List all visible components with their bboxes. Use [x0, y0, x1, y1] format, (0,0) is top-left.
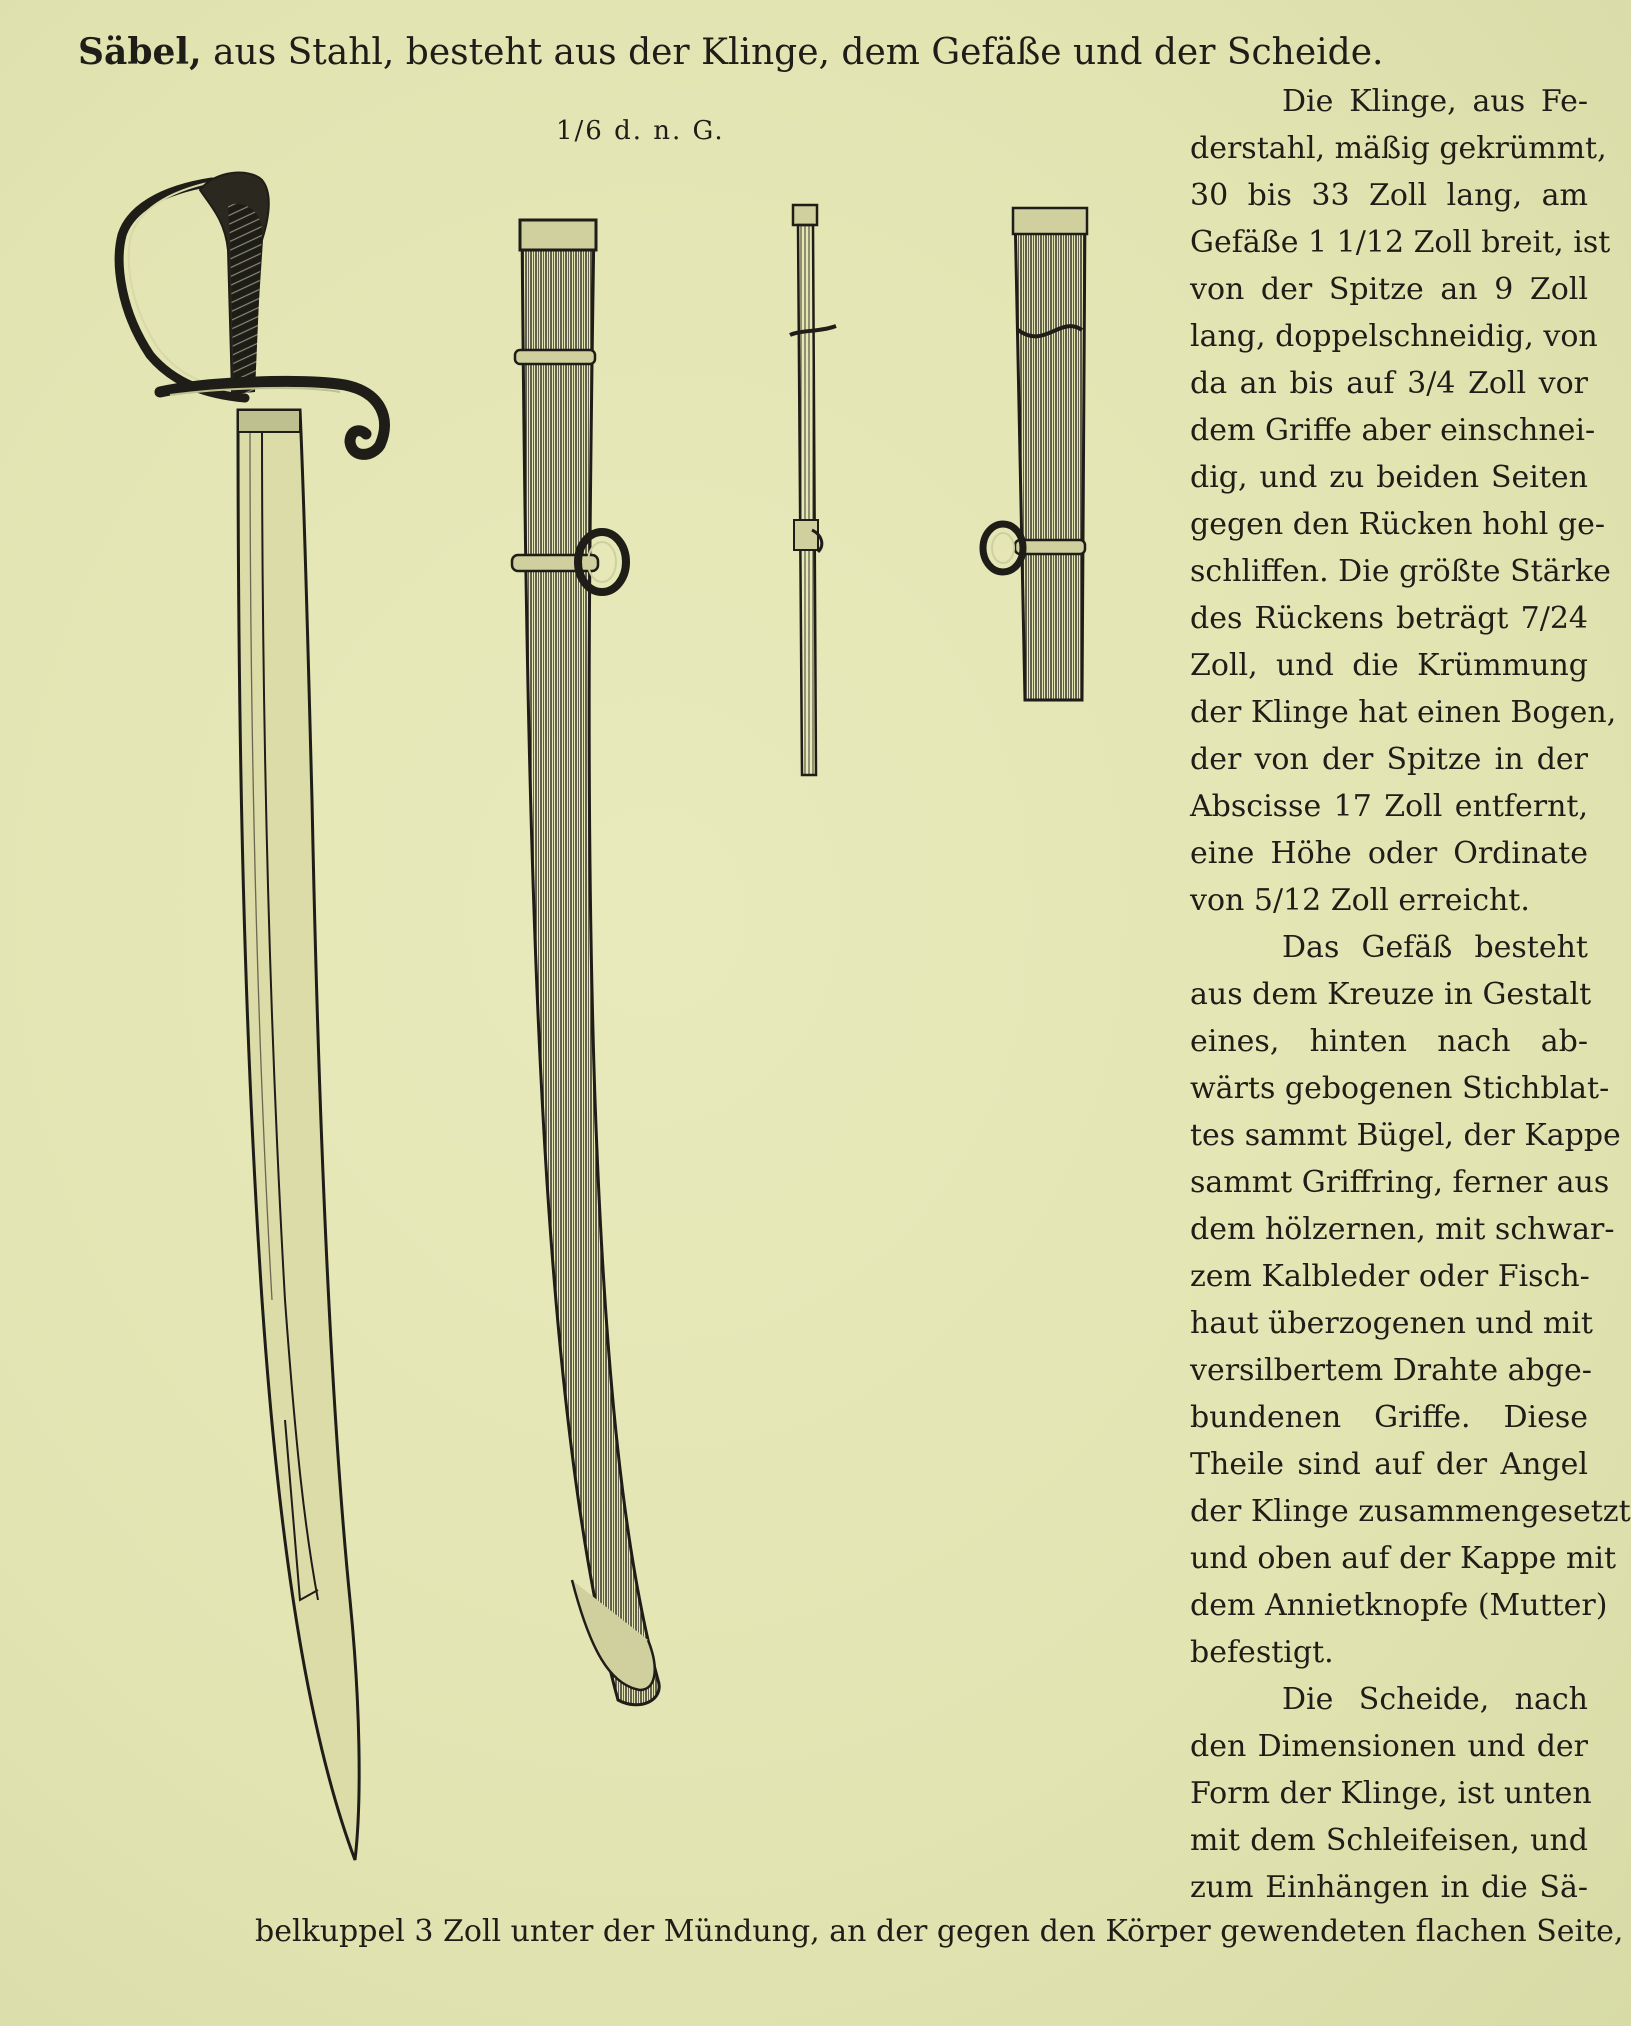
- text-line: dig, und zu beiden Seiten: [1190, 460, 1588, 495]
- text-column: [1190, 78, 1631, 1911]
- text-line: derstahl, mäßig gekrümmt,: [1190, 131, 1607, 166]
- scale-label: 1/6 d. n. G.: [556, 116, 725, 146]
- text-line: Abscisse 17 Zoll entfernt,: [1190, 789, 1588, 824]
- heading-term: Säbel,: [78, 31, 202, 73]
- paragraph-scheide: [1190, 1676, 1592, 1911]
- text-line: und oben auf der Kappe mit: [1190, 1541, 1617, 1576]
- text-line: Die Klinge, aus Fe-: [1282, 84, 1588, 119]
- text-line: sammt Griffring, ferner aus: [1190, 1165, 1610, 1200]
- text-line: Form der Klinge, ist unten: [1190, 1776, 1592, 1811]
- text-line: von 5/12 Zoll erreicht.: [1190, 883, 1530, 918]
- text-line: da an bis auf 3/4 Zoll vor: [1190, 366, 1588, 401]
- text-line: wärts gebogenen Stichblat-: [1190, 1071, 1610, 1106]
- scabbard-drawing: [512, 220, 659, 1705]
- bottom-line: belkuppel 3 Zoll unter der Mündung, an der gegen den Körper gewendeten flachen Seite,: [255, 1914, 1624, 1949]
- text-line: dem Griffe aber einschnei-: [1190, 413, 1596, 448]
- text-line: bundenen Griffe. Diese: [1190, 1400, 1588, 1435]
- text-line: der Klinge zusammengesetzt: [1190, 1494, 1631, 1529]
- text-line: Die Scheide, nach: [1282, 1682, 1588, 1717]
- text-line: tes sammt Bügel, der Kappe: [1190, 1118, 1621, 1153]
- text-line: befestigt.: [1190, 1635, 1334, 1670]
- text-line: Gefäße 1 1/12 Zoll breit, ist: [1190, 225, 1611, 260]
- paragraph-gefaess: [1190, 924, 1631, 1676]
- text-line: haut überzogenen und mit: [1190, 1306, 1593, 1341]
- text-line: schliffen. Die größte Stärke: [1190, 554, 1611, 589]
- text-line: den Dimensionen und der: [1190, 1729, 1588, 1764]
- text-line: der von der Spitze in der: [1190, 742, 1588, 777]
- paragraph-klinge: [1190, 78, 1617, 924]
- text-line: gegen den Rücken hohl ge-: [1190, 507, 1606, 542]
- text-line: lang, doppelschneidig, von: [1190, 319, 1598, 354]
- text-line: Zoll, und die Krümmung: [1190, 648, 1588, 683]
- text-line: versilbertem Drahte abge-: [1190, 1353, 1592, 1388]
- text-line: des Rückens beträgt 7/24: [1190, 601, 1588, 636]
- text-line: zem Kalbleder oder Fisch-: [1190, 1259, 1590, 1294]
- text-line: der Klinge hat einen Bogen,: [1190, 695, 1617, 730]
- text-line: zum Einhängen in die Sä-: [1190, 1870, 1588, 1905]
- sabre-drawing: [119, 173, 384, 1860]
- text-line: von der Spitze an 9 Zoll: [1190, 272, 1588, 307]
- scabbard-back-drawing: [983, 208, 1087, 700]
- text-line: dem hölzernen, mit schwar-: [1190, 1212, 1615, 1247]
- scabbard-edge-drawing: [790, 205, 836, 775]
- text-line: eines, hinten nach ab-: [1190, 1024, 1588, 1059]
- text-line: Theile sind auf der Angel: [1190, 1447, 1588, 1482]
- text-line: dem Annietknopfe (Mutter): [1190, 1588, 1608, 1623]
- text-line: eine Höhe oder Ordinate: [1190, 836, 1588, 871]
- text-line: aus dem Kreuze in Gestalt: [1190, 977, 1592, 1012]
- text-line: Das Gefäß besteht: [1282, 930, 1588, 965]
- text-line: 30 bis 33 Zoll lang, am: [1190, 178, 1588, 213]
- heading-text: aus Stahl, besteht aus der Klinge, dem Gefäße und der Scheide.: [213, 32, 1384, 73]
- text-line: mit dem Schleifeisen, und: [1190, 1823, 1588, 1858]
